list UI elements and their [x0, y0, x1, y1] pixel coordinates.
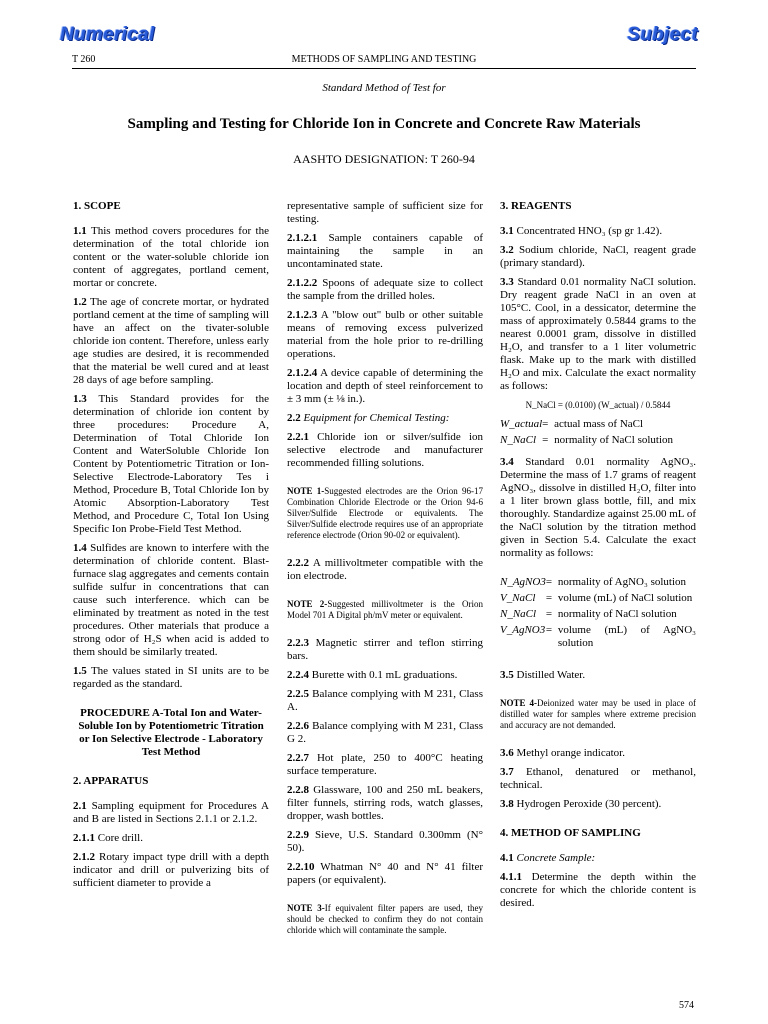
paragraph-2-2-4: 2.2.4 Burette with 0.1 mL graduations.: [287, 669, 458, 681]
standard-line: Standard Method of Test for: [322, 82, 446, 94]
equation-nacl-normality: N_NaCl = (0.0100) (W_actual) / 0.5844: [525, 400, 671, 410]
paragraph-3-1: 3.1 Concentrated HNO₃ (sp gr 1.42).: [500, 225, 663, 237]
procedure-a-heading: PROCEDURE A-Total Ion and Water-Soluble Ion by Potentiometric Titration or Ion Selective Electrode - Laboratory Test Method: [78, 707, 264, 758]
paragraph-2-2-7: 2.2.7 Hot plate, 250 to 400°C heating surface temperature.: [287, 752, 483, 777]
column-2: [287, 200, 483, 942]
paragraph-2-2-8: 2.2.8 Glassware, 100 and 250 mL beakers, filter funnels, stirring rods, watch glasses, dropper, wash bottles.: [287, 784, 483, 822]
section-heading-apparatus: 2. APPARATUS: [73, 775, 149, 787]
paragraph-2-1: 2.1 Sampling equipment for Procedures A and B are listed in Sections 2.1.1 or 2.1.2.: [73, 800, 269, 825]
page-number: 574: [679, 1000, 694, 1011]
note-2: NOTE 2-Suggested millivoltmeter is the Orion Model 701 A Digital ph/mV meter or equivalent.: [287, 599, 483, 620]
paragraph-2-1-2: 2.1.2 Rotary impact type drill with a depth indicator and drill or pulverizing bits of sufficient diameter to provide a: [73, 851, 269, 889]
designation: AASHTO DESIGNATION: T 260-94: [293, 152, 475, 166]
definitions-agno3: N_AgNO3 = normality of AgNO₃ solution V_NaCl = volume (mL) of NaCl solution N_NaCl = normality of NaCl solution V_AgNO3 = volume (mL) of AgNO₃ solution: [500, 576, 696, 649]
paragraph-1-1: 1.1 This method covers procedures for the determination of the total chloride ion content or the water-soluble chloride ion content of aggregates, portland cement, mortar or concrete.: [73, 225, 269, 289]
document-title: Sampling and Testing for Chloride Ion in Concrete and Concrete Raw Materials: [127, 116, 641, 132]
section-heading-scope: 1. SCOPE: [73, 200, 121, 212]
paragraph-3-3: 3.3 Standard 0.01 normality NaCI solution. Dry reagent grade NaCl in an oven at 105°C. Cool, in a dessicator, determine the mass of approximately 0.5844 grams to the nearest 0.0001 gram, dissolve in distilled H₂O, and transfer to a 1 liter volumetric flask. Make up to the mark with distilled H₂O and mix. Calculate the exact normality as follows:: [500, 276, 696, 392]
paragraph-2-2: 2.2 Equipment for Chemical Testing:: [287, 412, 450, 424]
paragraph-2-1-2-1: 2.1.2.1 Sample containers capable of maintaining the sample in an uncontaminated state.: [287, 232, 483, 270]
paragraph-2-1-2-3: 2.1.2.3 A "blow out" bulb or other suitable means of removing excess pulverized material from the hole prior to re-drilling operations.: [287, 309, 483, 360]
column-3: [500, 200, 696, 916]
running-header: [72, 54, 696, 69]
paragraph-2-2-6: 2.2.6 Balance complying with M 231, Class G 2.: [287, 720, 483, 745]
brand-logo-right: Subject: [627, 24, 698, 45]
definitions-nacl: W_actual = actual mass of NaCl N_NaCl = normality of NaCl solution: [500, 418, 674, 446]
paragraph-3-4: 3.4 Standard 0.01 normality AgNO₃. Determine the mass of 1.7 grams of reagent AgNO₃, dissolve in distilled H₂O, filter into a 1 liter brown glass bottle, fill, and mix thoroughly. Standardize against 25.00 mL of the NaCl solution by the titration method given in Section 5.4. Calculate the exact normality as follows:: [500, 456, 696, 559]
section-heading-sampling: 4. METHOD OF SAMPLING: [500, 827, 641, 839]
paragraph-2-2-1: 2.2.1 Chloride ion or silver/sulfide ion selective electrode and manufacturer recommended filling solutions.: [287, 431, 483, 469]
running-title: METHODS OF SAMPLING AND TESTING: [291, 54, 477, 65]
paragraph-2-1-1: 2.1.1 Core drill.: [73, 832, 143, 844]
paragraph-continuation: representative sample of sufficient size for testing.: [287, 200, 483, 225]
column-1: [73, 200, 269, 896]
paragraph-2-2-5: 2.2.5 Balance complying with M 231, Class A.: [287, 688, 483, 713]
note-4: NOTE 4-Deionized water may be used in place of distilled water for samples where extreme precision and accuracy are not demanded.: [500, 698, 696, 730]
document-code: T 260: [72, 54, 96, 65]
paragraph-3-6: 3.6 Methyl orange indicator.: [500, 747, 625, 759]
paragraph-1-3: 1.3 This Standard provides for the determination of chloride ion content by three procedures: Procedure A, Determination of Total Chloride Ion Content and WaterSoluble Chloride Ion Content by Potentiometric Titration or Ion-Selective Electrode-Laboratory Tes i Method, Procedure B, Total Chloride Ion by Atomic Absorption-Laboratory Test Method, and Procedure C, Total Ion Using Specific Ion Probe-Field Test Method.: [73, 393, 269, 535]
paragraph-2-2-10: 2.2.10 Whatman N° 40 and N° 41 filter papers (or equivalent).: [287, 861, 483, 886]
paragraph-3-7: 3.7 Ethanol, denatured or methanol, technical.: [500, 766, 696, 791]
paragraph-4-1-1: 4.1.1 Determine the depth within the concrete for which the chloride content is desired.: [500, 871, 696, 909]
note-1: NOTE 1-Suggested electrodes are the Orion 96-17 Combination Chloride Electrode or the Orion 94-6 Silver/Sulfide Electrode or equivalents. The Silver/Sulfide electrode requires use of an appropriate reference electrode (Orion 90-02 or equivalent).: [287, 486, 483, 540]
paragraph-3-2: 3.2 Sodium chloride, NaCl, reagent grade (primary standard).: [500, 244, 696, 269]
paragraph-1-5: 1.5 The values stated in SI units are to be regarded as the standard.: [73, 665, 269, 690]
paragraph-2-2-3: 2.2.3 Magnetic stirrer and teflon stirring bars.: [287, 637, 483, 662]
paragraph-1-4: 1.4 Sulfides are known to interfere with the determination of chloride content. Blast-furnace slag aggregates and cements contain sulfide sulfur in concentrations that can cause such interference. which can be eliminated by treatment as noted in the test procedures. Other materials that produce a strong odor of H₂S when acid is added to them should be similarly treated.: [73, 542, 269, 658]
paragraph-2-1-2-4: 2.1.2.4 A device capable of determining the location and depth of steel reinforcement to ± 3 mm (± ⅛ in.).: [287, 367, 483, 405]
paragraph-3-5: 3.5 Distilled Water.: [500, 669, 586, 681]
paragraph-1-2: 1.2 The age of concrete mortar, or hydrated portland cement at the time of sampling will have an affect on the tivater-soluble chloride ion content. Therefore, unless early age studies are desired, it is recommended that the material be well cured and at least 28 days of age before sampling.: [73, 296, 269, 386]
note-3: NOTE 3-If equivalent filter papers are used, they should be checked to confirm they do not contain chloride which will contaminate the sample.: [287, 903, 483, 935]
paragraph-2-1-2-2: 2.1.2.2 Spoons of adequate size to collect the sample from the drilled holes.: [287, 277, 483, 302]
section-heading-reagents: 3. REAGENTS: [500, 200, 572, 212]
paragraph-3-8: 3.8 Hydrogen Peroxide (30 percent).: [500, 798, 662, 810]
paragraph-2-2-2: 2.2.2 A millivoltmeter compatible with the ion electrode.: [287, 557, 483, 582]
brand-logo-left: Numerical: [60, 24, 155, 45]
paragraph-2-2-9: 2.2.9 Sieve, U.S. Standard 0.300mm (N° 50).: [287, 829, 483, 854]
paragraph-4-1: 4.1 Concrete Sample:: [500, 852, 596, 864]
